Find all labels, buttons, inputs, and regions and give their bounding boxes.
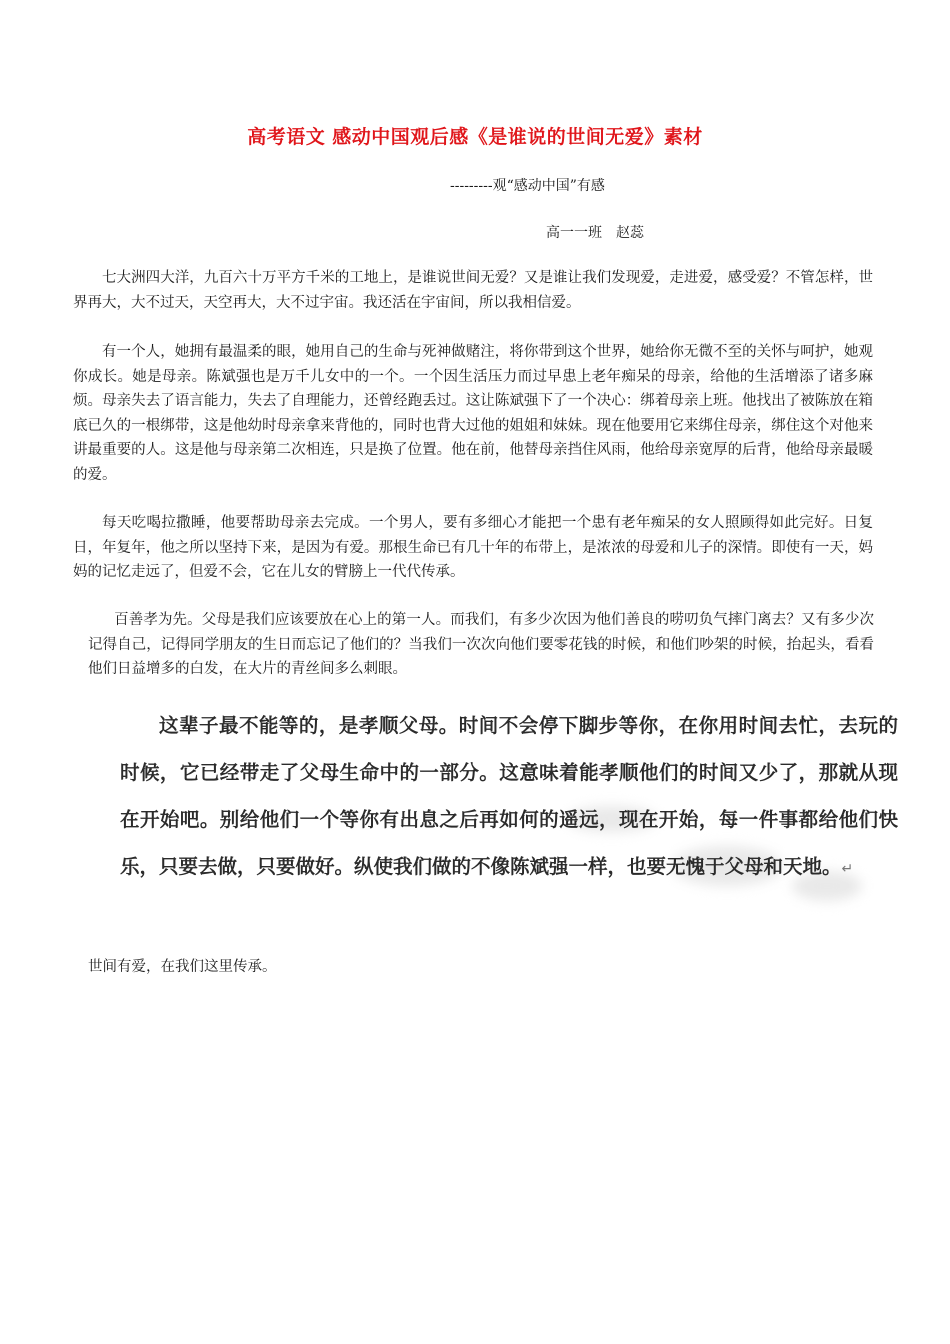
document-title: 高考语文 感动中国观后感《是谁说的世间无爱》素材 <box>247 126 703 148</box>
paragraph-return-mark: ↵ <box>841 861 854 877</box>
closing-line: 世间有爱，在我们这里传承。 <box>88 959 277 975</box>
paragraph-4: 百善孝为先。父母是我们应该要放在心上的第一人。而我们，有多少次因为他们善良的唠叨负气摔门离去？又有多少次记得自己，记得同学朋友的生日而忘记了他们的？当我们一次次向他们要零花钱的时候，和他们吵架的时候，抬起头，看看他们日益增多的白发，在大片的青丝间多么刺眼。 <box>88 612 874 677</box>
paragraph-3: 每天吃喝拉撒睡，他要帮助母亲去完成。一个男人，要有多细心才能把一个患有老年痴呆的女人照顾得如此完好。日复日，年复年，他之所以坚持下来，是因为有爱。那根生命已有几十年的布带上，是浓浓的母爱和儿子的深情。即使有一天，妈妈的记忆走远了，但爱不会，它在儿女的臂膀上一代代传承。 <box>73 515 873 580</box>
image-paragraph <box>120 702 898 893</box>
document-subtitle: ---------观“感动中国”有感 <box>450 178 605 194</box>
document-author: 高一一班 赵蕊 <box>546 225 644 241</box>
paragraph-2: 有一个人，她拥有最温柔的眼，她用自己的生命与死神做赌注，将你带到这个世界，她给你无微不至的关怀与呵护，她观你成长。她是母亲。陈斌强也是万千儿女中的一个。一个因生活压力而过早患上老年痴呆的母亲，给他的生活增添了诸多麻烦。母亲失去了语言能力，失去了自理能力，还曾经跑丢过。这让陈斌强下了一个决心：绑着母亲上班。他找出了被陈放在箱底已久的一根绑带，这是他幼时母亲拿来背他的，同时也背大过他的姐姐和妹妹。现在他要用它来绑住母亲，绑住这个对他来讲最重要的人。这是他与母亲第二次相连，只是换了位置。他在前，他替母亲挡住风雨，他给母亲宽厚的后背，他给母亲最暖的爱。 <box>73 344 873 483</box>
paragraph-1: 七大洲四大洋，九百六十万平方千米的工地上，是谁说世间无爱？又是谁让我们发现爱，走进爱，感受爱？不管怎样，世界再大，大不过天，天空再大，大不过宇宙。我还活在宇宙间，所以我相信爱。 <box>73 270 873 311</box>
image-paragraph-text: 这辈子最不能等的，是孝顺父母。时间不会停下脚步等你，在你用时间去忙，去玩的时候，它已经带走了父母生命中的一部分。这意味着能孝顺他们的时间又少了，那就从现在开始吧。别给他们一个等你有出息之后再如何的遥远，现在开始，每一件事都给他们快乐，只要去做，只要做好。纵使我们做的不像陈斌强一样，也要无愧于父母和天地。 <box>120 714 898 878</box>
embedded-text-image <box>112 696 898 944</box>
